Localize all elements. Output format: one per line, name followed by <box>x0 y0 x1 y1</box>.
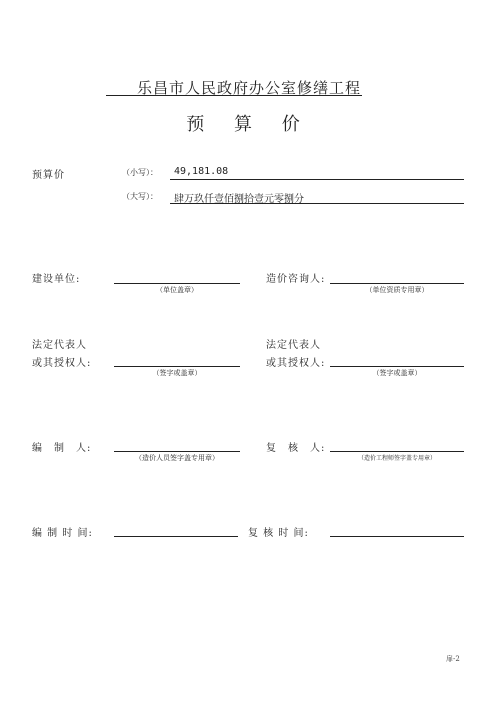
legal-rep-left-label-1: 法定代表人 <box>32 340 87 351</box>
review-time-label: 复 核 时 间: <box>248 528 309 539</box>
project-title: 乐昌市人民政府办公室修缮工程 <box>136 79 361 97</box>
legal-rep-left-line <box>114 366 240 367</box>
budget-large-line <box>170 203 464 204</box>
reviewer-label: 复 核 人: <box>266 443 326 454</box>
budget-large-value: 肆万玖仟壹佰捌拾壹元零捌分 <box>174 194 304 205</box>
compiler-line <box>114 451 240 452</box>
review-time-line <box>330 536 464 537</box>
compile-time-label: 编 制 时 间: <box>32 528 93 539</box>
budget-small-line <box>170 179 464 180</box>
compiler-label: 编 制 人: <box>32 443 92 454</box>
legal-rep-left-label-2: 或其授权人: <box>32 358 92 369</box>
consultant-line <box>330 283 464 284</box>
reviewer-line <box>330 451 464 452</box>
budget-label: 预算价 <box>32 170 65 181</box>
budget-large-label: （大写）： <box>122 192 158 201</box>
document-title: 预 算 价 <box>186 114 312 135</box>
construction-unit-note: （单位盖章） <box>156 286 198 294</box>
compile-time-line <box>114 536 238 537</box>
construction-unit-line <box>114 283 240 284</box>
legal-rep-right-label-1: 法定代表人 <box>266 340 321 351</box>
project-title-underline <box>106 95 362 96</box>
construction-unit-label: 建设单位: <box>32 274 81 285</box>
consultant-note: （单位资质专用章） <box>365 286 429 294</box>
legal-rep-right-line <box>330 366 464 367</box>
legal-rep-left-note: （签字或盖章） <box>152 369 202 377</box>
legal-rep-right-note: （签字或盖章） <box>372 369 422 377</box>
consultant-label: 造价咨询人: <box>266 274 326 285</box>
budget-small-value: 49,181.08 <box>174 166 229 177</box>
page-number: 扉-2 <box>446 655 460 663</box>
reviewer-note: （造价工程师签字盖专用章） <box>357 455 436 462</box>
compiler-note: （造价人员签字盖专用章） <box>135 454 219 462</box>
budget-small-label: （小写）： <box>122 168 158 177</box>
legal-rep-right-label-2: 或其授权人: <box>266 358 326 369</box>
